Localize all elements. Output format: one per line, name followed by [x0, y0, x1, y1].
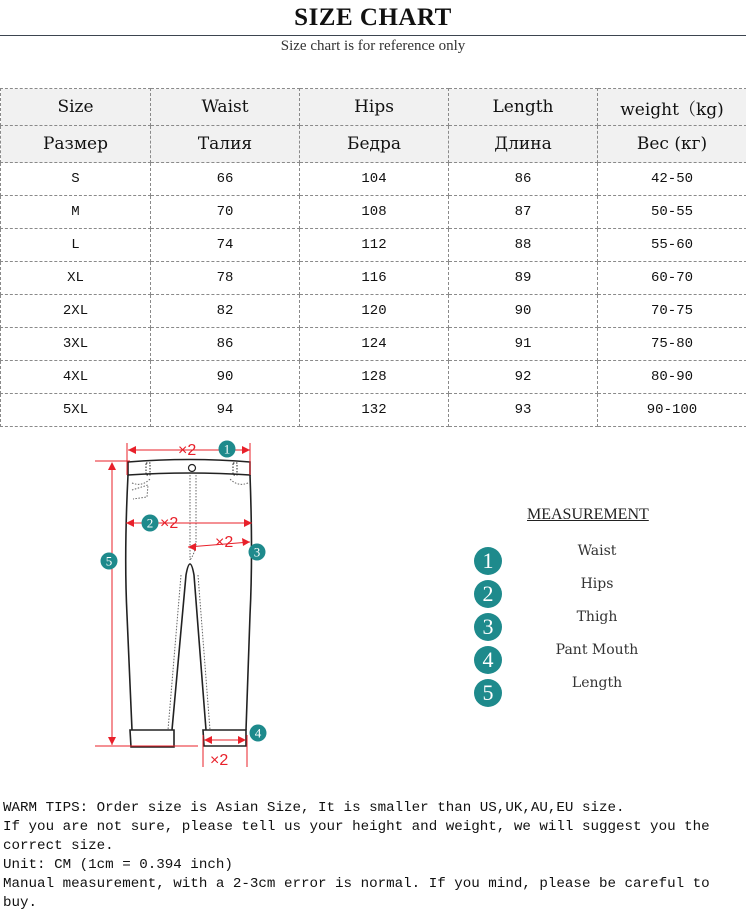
table-cell: L	[1, 229, 151, 262]
table-row	[1, 163, 746, 196]
table-cell: 116	[300, 262, 449, 295]
header-row-english	[1, 89, 746, 126]
tip-line: Manual measurement, with a 2-3cm error is normal. If you mind, please be careful to buy.	[3, 876, 719, 911]
table-row	[1, 229, 746, 262]
measurement-label: Length	[571, 675, 623, 691]
arrowhead-icon	[105, 446, 252, 745]
measurement-label: Hips	[580, 576, 614, 592]
table-cell: 70-75	[598, 295, 746, 328]
pants-diagram	[90, 435, 290, 775]
page-title: SIZE CHART	[294, 4, 452, 31]
table-cell: 74	[151, 229, 300, 262]
header-cell: weight（kg)	[598, 89, 746, 126]
table-row	[1, 262, 746, 295]
measurement-title: MEASUREMENT	[527, 506, 649, 523]
table-cell: 124	[300, 328, 449, 361]
svg-text:2: 2	[146, 515, 154, 531]
table-cell: 55-60	[598, 229, 746, 262]
pant-mouth-multiplier-label: ×2	[210, 752, 229, 769]
table-cell: 5XL	[1, 394, 151, 427]
header-cell: Талия	[151, 126, 300, 163]
page-subtitle: Size chart is for reference only	[280, 38, 466, 54]
table-cell: 90	[151, 361, 300, 394]
table-cell: 86	[449, 163, 598, 196]
table-row	[1, 394, 746, 427]
svg-text:1: 1	[223, 441, 231, 457]
title-divider	[0, 35, 746, 36]
table-cell: 89	[449, 262, 598, 295]
measurement-item-hips	[472, 576, 732, 610]
table-cell: 104	[300, 163, 449, 196]
table-cell: 120	[300, 295, 449, 328]
table-cell: 93	[449, 394, 598, 427]
tip-line: If you are not sure, please tell us your height and weight, we will suggest you the correct size.	[3, 819, 719, 854]
table-cell: 128	[300, 361, 449, 394]
table-cell: M	[1, 196, 151, 229]
measurement-item-waist	[472, 543, 732, 577]
table-cell: 92	[449, 361, 598, 394]
table-cell: 50-55	[598, 196, 746, 229]
table-cell: 86	[151, 328, 300, 361]
table-cell: 87	[449, 196, 598, 229]
table-cell: 94	[151, 394, 300, 427]
measurement-item-thigh	[472, 609, 732, 643]
number-4-icon: 4	[474, 646, 502, 674]
table-cell: 108	[300, 196, 449, 229]
table-cell: 90	[449, 295, 598, 328]
table-cell: S	[1, 163, 151, 196]
table-cell: 90-100	[598, 394, 746, 427]
table-cell: 132	[300, 394, 449, 427]
tip-line: WARM TIPS: Order size is Asian Size, It is smaller than US,UK,AU,EU size.	[3, 800, 625, 816]
waist-multiplier-label: ×2	[178, 442, 197, 459]
table-row	[1, 361, 746, 394]
warm-tips	[3, 799, 743, 913]
table-cell: 75-80	[598, 328, 746, 361]
header-cell: Length	[449, 89, 598, 126]
table-cell: 82	[151, 295, 300, 328]
measurement-item-length	[472, 675, 732, 709]
table-cell: 78	[151, 262, 300, 295]
number-5-icon: 5	[474, 679, 502, 707]
header-cell: Размер	[1, 126, 151, 163]
header-cell: Waist	[151, 89, 300, 126]
table-row	[1, 196, 746, 229]
measurement-label: Thigh	[576, 609, 618, 625]
table-cell: 2XL	[1, 295, 151, 328]
header-cell: Вес (кг)	[598, 126, 746, 163]
hips-multiplier-label: ×2	[160, 515, 179, 532]
table-row	[1, 328, 746, 361]
table-cell: XL	[1, 262, 151, 295]
header-cell: Длина	[449, 126, 598, 163]
pants-outline-icon	[126, 460, 252, 748]
header-row-russian	[1, 126, 746, 163]
svg-text:5: 5	[105, 553, 113, 569]
header-cell: Бедра	[300, 126, 449, 163]
measurement-item-pant-mouth	[472, 642, 732, 676]
table-cell: 112	[300, 229, 449, 262]
table-cell: 42-50	[598, 163, 746, 196]
table-cell: 80-90	[598, 361, 746, 394]
number-1-icon: 1	[474, 547, 502, 575]
tip-line: Unit: CM (1cm = 0.394 inch)	[3, 857, 233, 873]
table-cell: 66	[151, 163, 300, 196]
number-3-icon: 3	[474, 613, 502, 641]
size-table	[0, 88, 746, 427]
svg-text:4: 4	[254, 725, 262, 741]
thigh-multiplier-label: ×2	[215, 534, 234, 551]
table-cell: 91	[449, 328, 598, 361]
measurement-label: Pant Mouth	[555, 642, 639, 658]
table-cell: 70	[151, 196, 300, 229]
table-cell: 60-70	[598, 262, 746, 295]
svg-text:3: 3	[253, 544, 261, 560]
table-row	[1, 295, 746, 328]
table-cell: 4XL	[1, 361, 151, 394]
table-cell: 88	[449, 229, 598, 262]
number-2-icon: 2	[474, 580, 502, 608]
header-cell: Hips	[300, 89, 449, 126]
header-cell: Size	[1, 89, 151, 126]
table-cell: 3XL	[1, 328, 151, 361]
measurement-label: Waist	[577, 543, 617, 559]
